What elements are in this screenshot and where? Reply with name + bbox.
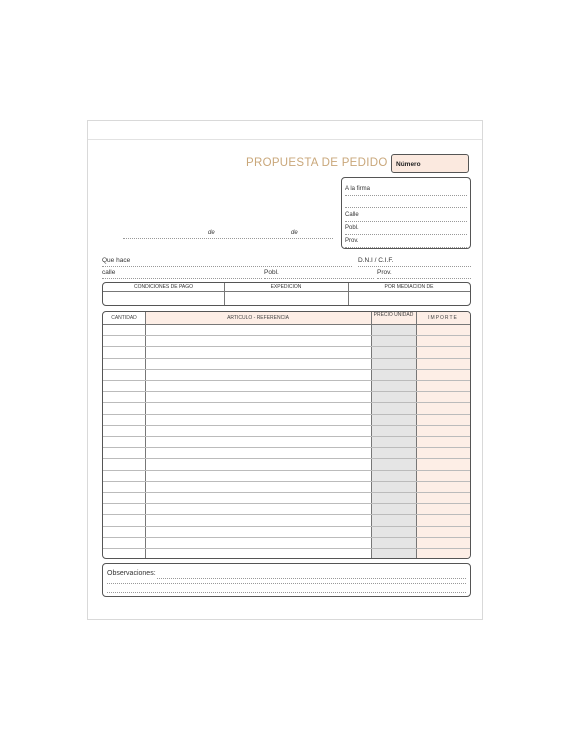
table-row-line (103, 514, 470, 515)
calle-field-line[interactable] (102, 269, 262, 279)
order-form-sheet (87, 120, 483, 620)
articulo-divider (371, 312, 372, 558)
table-row-line (103, 358, 470, 359)
calle-line[interactable] (345, 212, 467, 222)
a-la-firma-line-2[interactable] (345, 198, 467, 208)
table-row-line (103, 380, 470, 381)
cantidad-divider (145, 312, 146, 558)
dni-cif-line[interactable] (358, 257, 471, 267)
pobl-label: Pobl. (345, 225, 359, 231)
observaciones-line-1[interactable] (157, 570, 466, 579)
condiciones-pago-header: CONDICIONES DE PAGO (103, 283, 224, 292)
items-table (102, 311, 471, 559)
address-box (341, 177, 471, 249)
pobl-field-line[interactable] (264, 269, 374, 279)
table-row-line (103, 470, 470, 471)
cantidad-header: CANTIDAD (111, 315, 137, 321)
prov-label: Prov. (345, 238, 359, 244)
table-row-line (103, 548, 470, 549)
precio-divider (416, 312, 417, 558)
que-hace-label: Que hace (102, 257, 131, 264)
precio-column-shade (371, 324, 416, 558)
expedicion-header: EXPEDICION (224, 283, 348, 292)
que-hace-line[interactable] (102, 257, 352, 267)
calle-label: Calle (345, 212, 359, 218)
date-de-1: de (208, 230, 215, 236)
table-row-line (103, 447, 470, 448)
a-la-firma-line[interactable] (345, 186, 467, 196)
conditions-box (102, 282, 471, 306)
a-la-firma-label: A la firma (345, 186, 371, 192)
table-header-divider (103, 324, 470, 325)
table-row-line (103, 425, 470, 426)
numero-label: Número (396, 161, 421, 168)
table-row-line (103, 458, 470, 459)
table-row-line (103, 391, 470, 392)
date-de-2: de (291, 230, 298, 236)
dni-cif-label: D.N.I / C.I.F. (358, 257, 394, 264)
table-row-line (103, 503, 470, 504)
table-row-line (103, 537, 470, 538)
precio-unidad-header: PRECIO UNIDAD (373, 312, 414, 318)
numero-box[interactable] (391, 154, 469, 173)
por-mediacion-header: POR MEDIACION DE (348, 283, 470, 292)
table-row-line (103, 481, 470, 482)
calle-field-label: calle (102, 269, 116, 276)
table-row-line (103, 492, 470, 493)
date-line[interactable] (123, 229, 333, 239)
prov-field-line[interactable] (377, 269, 471, 279)
importe-column-shade (416, 324, 470, 558)
observaciones-box[interactable] (102, 563, 471, 597)
observaciones-line-2[interactable] (107, 582, 466, 584)
sheet-top-line (88, 139, 482, 140)
pobl-line[interactable] (345, 225, 467, 235)
table-row-line (103, 436, 470, 437)
table-row-line (103, 346, 470, 347)
table-row-line (103, 402, 470, 403)
observaciones-line-3[interactable] (107, 591, 466, 593)
table-row-line (103, 414, 470, 415)
conditions-divider-1 (224, 283, 225, 305)
importe-header: IMPORTE (428, 315, 458, 321)
prov-line[interactable] (345, 238, 467, 248)
articulo-header: ARTICULO - REFERENCIA (227, 315, 289, 321)
table-row-line (103, 369, 470, 370)
form-title: PROPUESTA DE PEDIDO (246, 157, 388, 169)
table-row-line (103, 335, 470, 336)
observaciones-label: Observaciones: (107, 570, 156, 577)
conditions-divider-2 (348, 283, 349, 305)
table-row-line (103, 526, 470, 527)
pobl-field-label: Pobl. (264, 269, 279, 276)
prov-field-label: Prov. (377, 269, 392, 276)
